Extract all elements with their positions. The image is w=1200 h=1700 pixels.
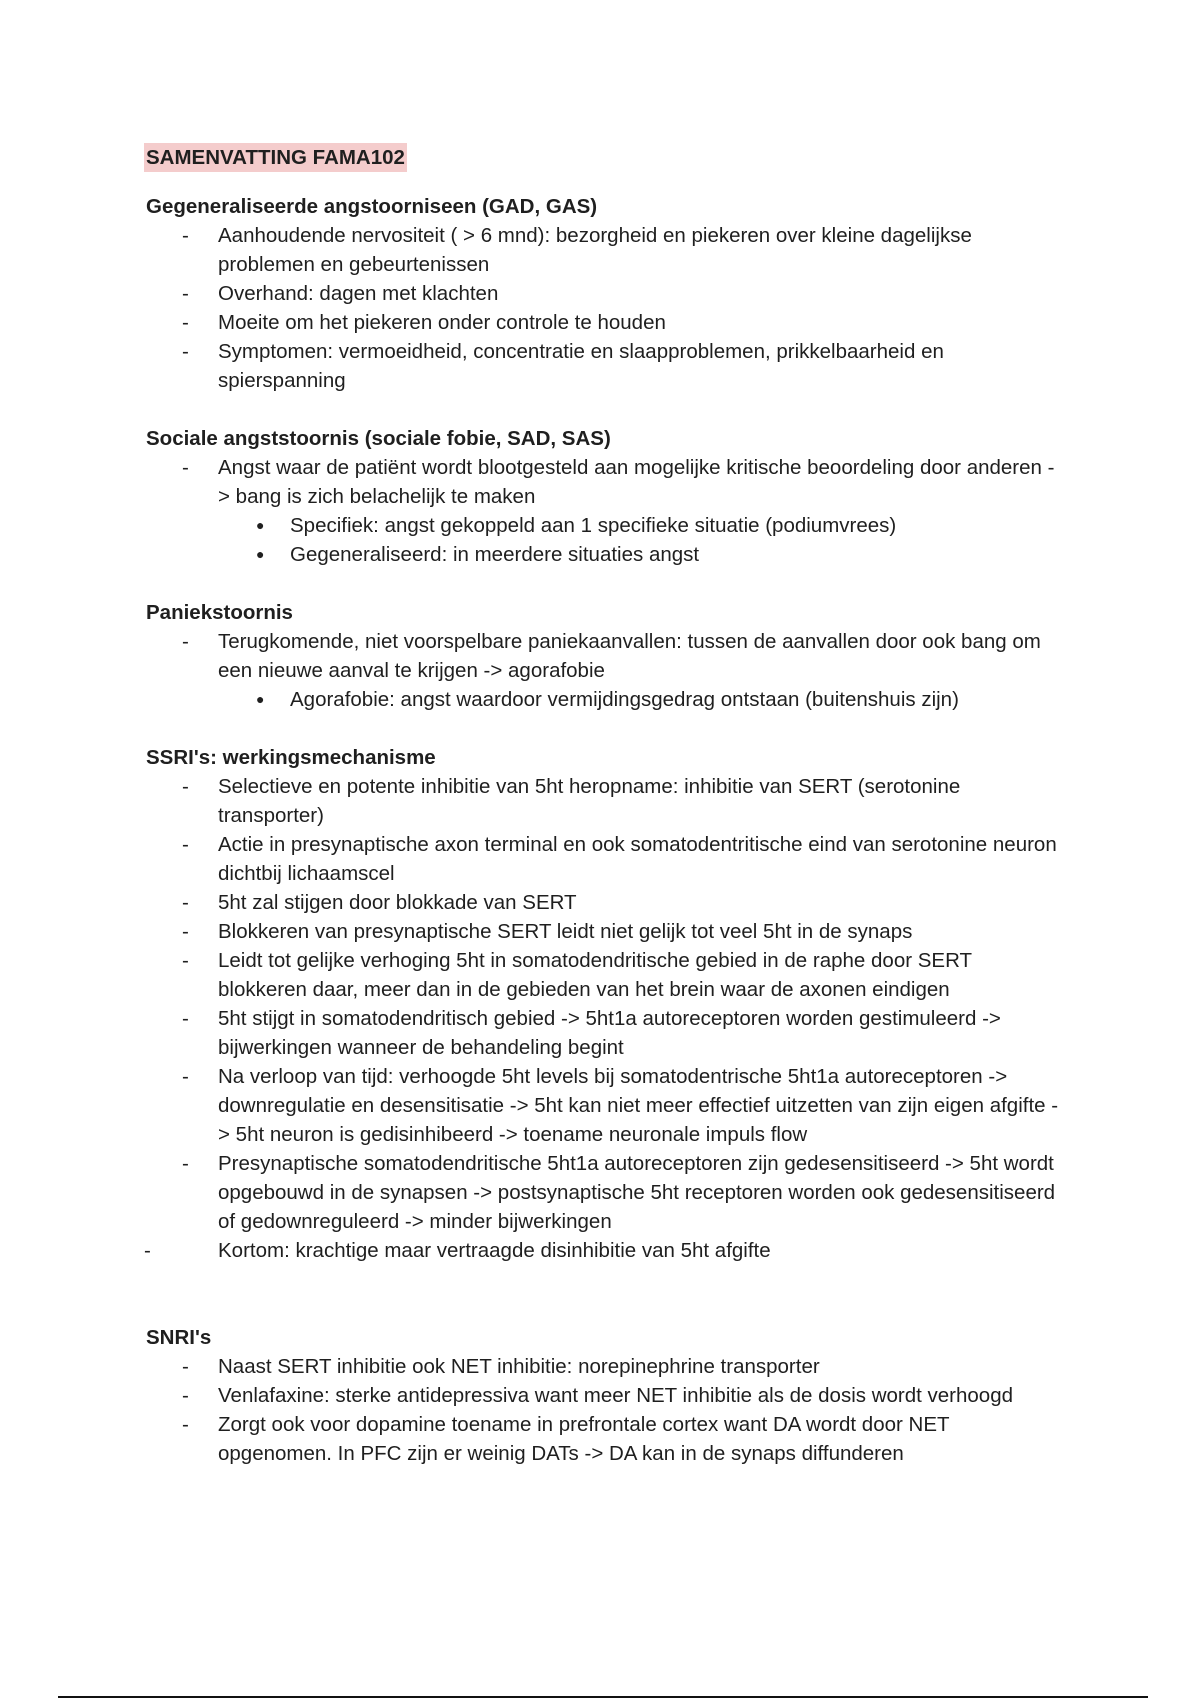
bullet-list [146, 772, 1066, 1265]
bullet-item: - Symptomen: vermoeidheid, concentratie en slaapproblemen, prikkelbaarheid en spierspanning [146, 337, 1066, 395]
section-heading: Paniekstoornis [146, 601, 293, 624]
sub-bullet-list [146, 511, 1066, 569]
bullet-item: - Presynaptische somatodendritische 5ht1a autoreceptoren zijn gedesensitiseerd -> 5ht wordt opgebouwd in de synapsen -> postsynaptische 5ht receptoren worden ook gedesensitiseerd of gedownreguleerd -> minder bijwerkingen [146, 1149, 1066, 1236]
section-heading: SSRI's: werkingsmechanisme [146, 746, 436, 769]
bullet-item: - 5ht zal stijgen door blokkade van SERT [146, 888, 1066, 917]
bullet-item: - Aanhoudende nervositeit ( > 6 mnd): bezorgheid en piekeren over kleine dagelijkse problemen en gebeurtenissen [146, 221, 1066, 279]
page-bottom-rule [58, 1696, 1148, 1698]
section-heading: SNRI's [146, 1326, 212, 1349]
bullet-item: - Actie in presynaptische axon terminal en ook somatodentritische eind van serotonine neuron dichtbij lichaamscel [146, 830, 1066, 888]
bullet-item: - Blokkeren van presynaptische SERT leidt niet gelijk tot veel 5ht in de synaps [146, 917, 1066, 946]
bullet-item: - Na verloop van tijd: verhoogde 5ht levels bij somatodentrische 5ht1a autoreceptoren -> downregulatie en desensitisatie -> 5ht kan niet meer effectief uitzetten van zijn eigen afgifte -> 5ht neuron is gedisinhibeerd -> toename neuronale impuls flow [146, 1062, 1066, 1149]
sub-bullet-item: ● Agorafobie: angst waardoor vermijdingsgedrag ontstaan (buitenshuis zijn) [146, 685, 1066, 714]
section-ssri-mechanism [146, 743, 1066, 1265]
sub-bullet-item: ● Specifiek: angst gekoppeld aan 1 specifieke situatie (podiumvrees) [146, 511, 1066, 540]
bullet-item: - Angst waar de patiënt wordt blootgesteld aan mogelijke kritische beoordeling door anderen -> bang is zich belachelijk te maken [146, 453, 1066, 511]
bullet-item-summary: - Kortom: krachtige maar vertraagde disinhibitie van 5ht afgifte [146, 1236, 1066, 1265]
bullet-list [146, 221, 1066, 395]
bullet-item: - Moeite om het piekeren onder controle te houden [146, 308, 1066, 337]
bullet-item: - Venlafaxine: sterke antidepressiva want meer NET inhibitie als de dosis wordt verhoogd [146, 1381, 1066, 1410]
bullet-item: - Selectieve en potente inhibitie van 5ht heropname: inhibitie van SERT (serotonine transporter) [146, 772, 1066, 830]
bullet-item: - Zorgt ook voor dopamine toename in prefrontale cortex want DA wordt door NET opgenomen. In PFC zijn er weinig DATs -> DA kan in de synaps diffunderen [146, 1410, 1066, 1468]
section-social-anxiety [146, 424, 1066, 569]
document-page [146, 143, 1066, 1497]
section-panic-disorder [146, 598, 1066, 714]
bullet-item: - 5ht stijgt in somatodendritisch gebied -> 5ht1a autoreceptoren worden gestimuleerd -> bijwerkingen wanneer de behandeling begint [146, 1004, 1066, 1062]
bullet-item: - Overhand: dagen met klachten [146, 279, 1066, 308]
bullet-item: - Terugkomende, niet voorspelbare paniekaanvallen: tussen de aanvallen door ook bang om een nieuwe aanval te krijgen -> agorafobie [146, 627, 1066, 685]
section-heading: Gegeneraliseerde angstoorniseen (GAD, GAS) [146, 195, 598, 218]
bullet-list [146, 1352, 1066, 1468]
section-snri [146, 1323, 1066, 1468]
bullet-list [146, 627, 1066, 685]
sub-bullet-list [146, 685, 1066, 714]
sub-bullet-item: ● Gegeneraliseerd: in meerdere situaties angst [146, 540, 1066, 569]
bullet-item: - Naast SERT inhibitie ook NET inhibitie: norepinephrine transporter [146, 1352, 1066, 1381]
document-title: SAMENVATTING FAMA102 [144, 143, 407, 172]
bullet-list [146, 453, 1066, 511]
section-heading: Sociale angststoornis (sociale fobie, SAD, SAS) [146, 427, 611, 450]
section-gad [146, 192, 1066, 395]
bullet-item: - Leidt tot gelijke verhoging 5ht in somatodendritische gebied in de raphe door SERT blokkeren daar, meer dan in de gebieden van het brein waar de axonen eindigen [146, 946, 1066, 1004]
